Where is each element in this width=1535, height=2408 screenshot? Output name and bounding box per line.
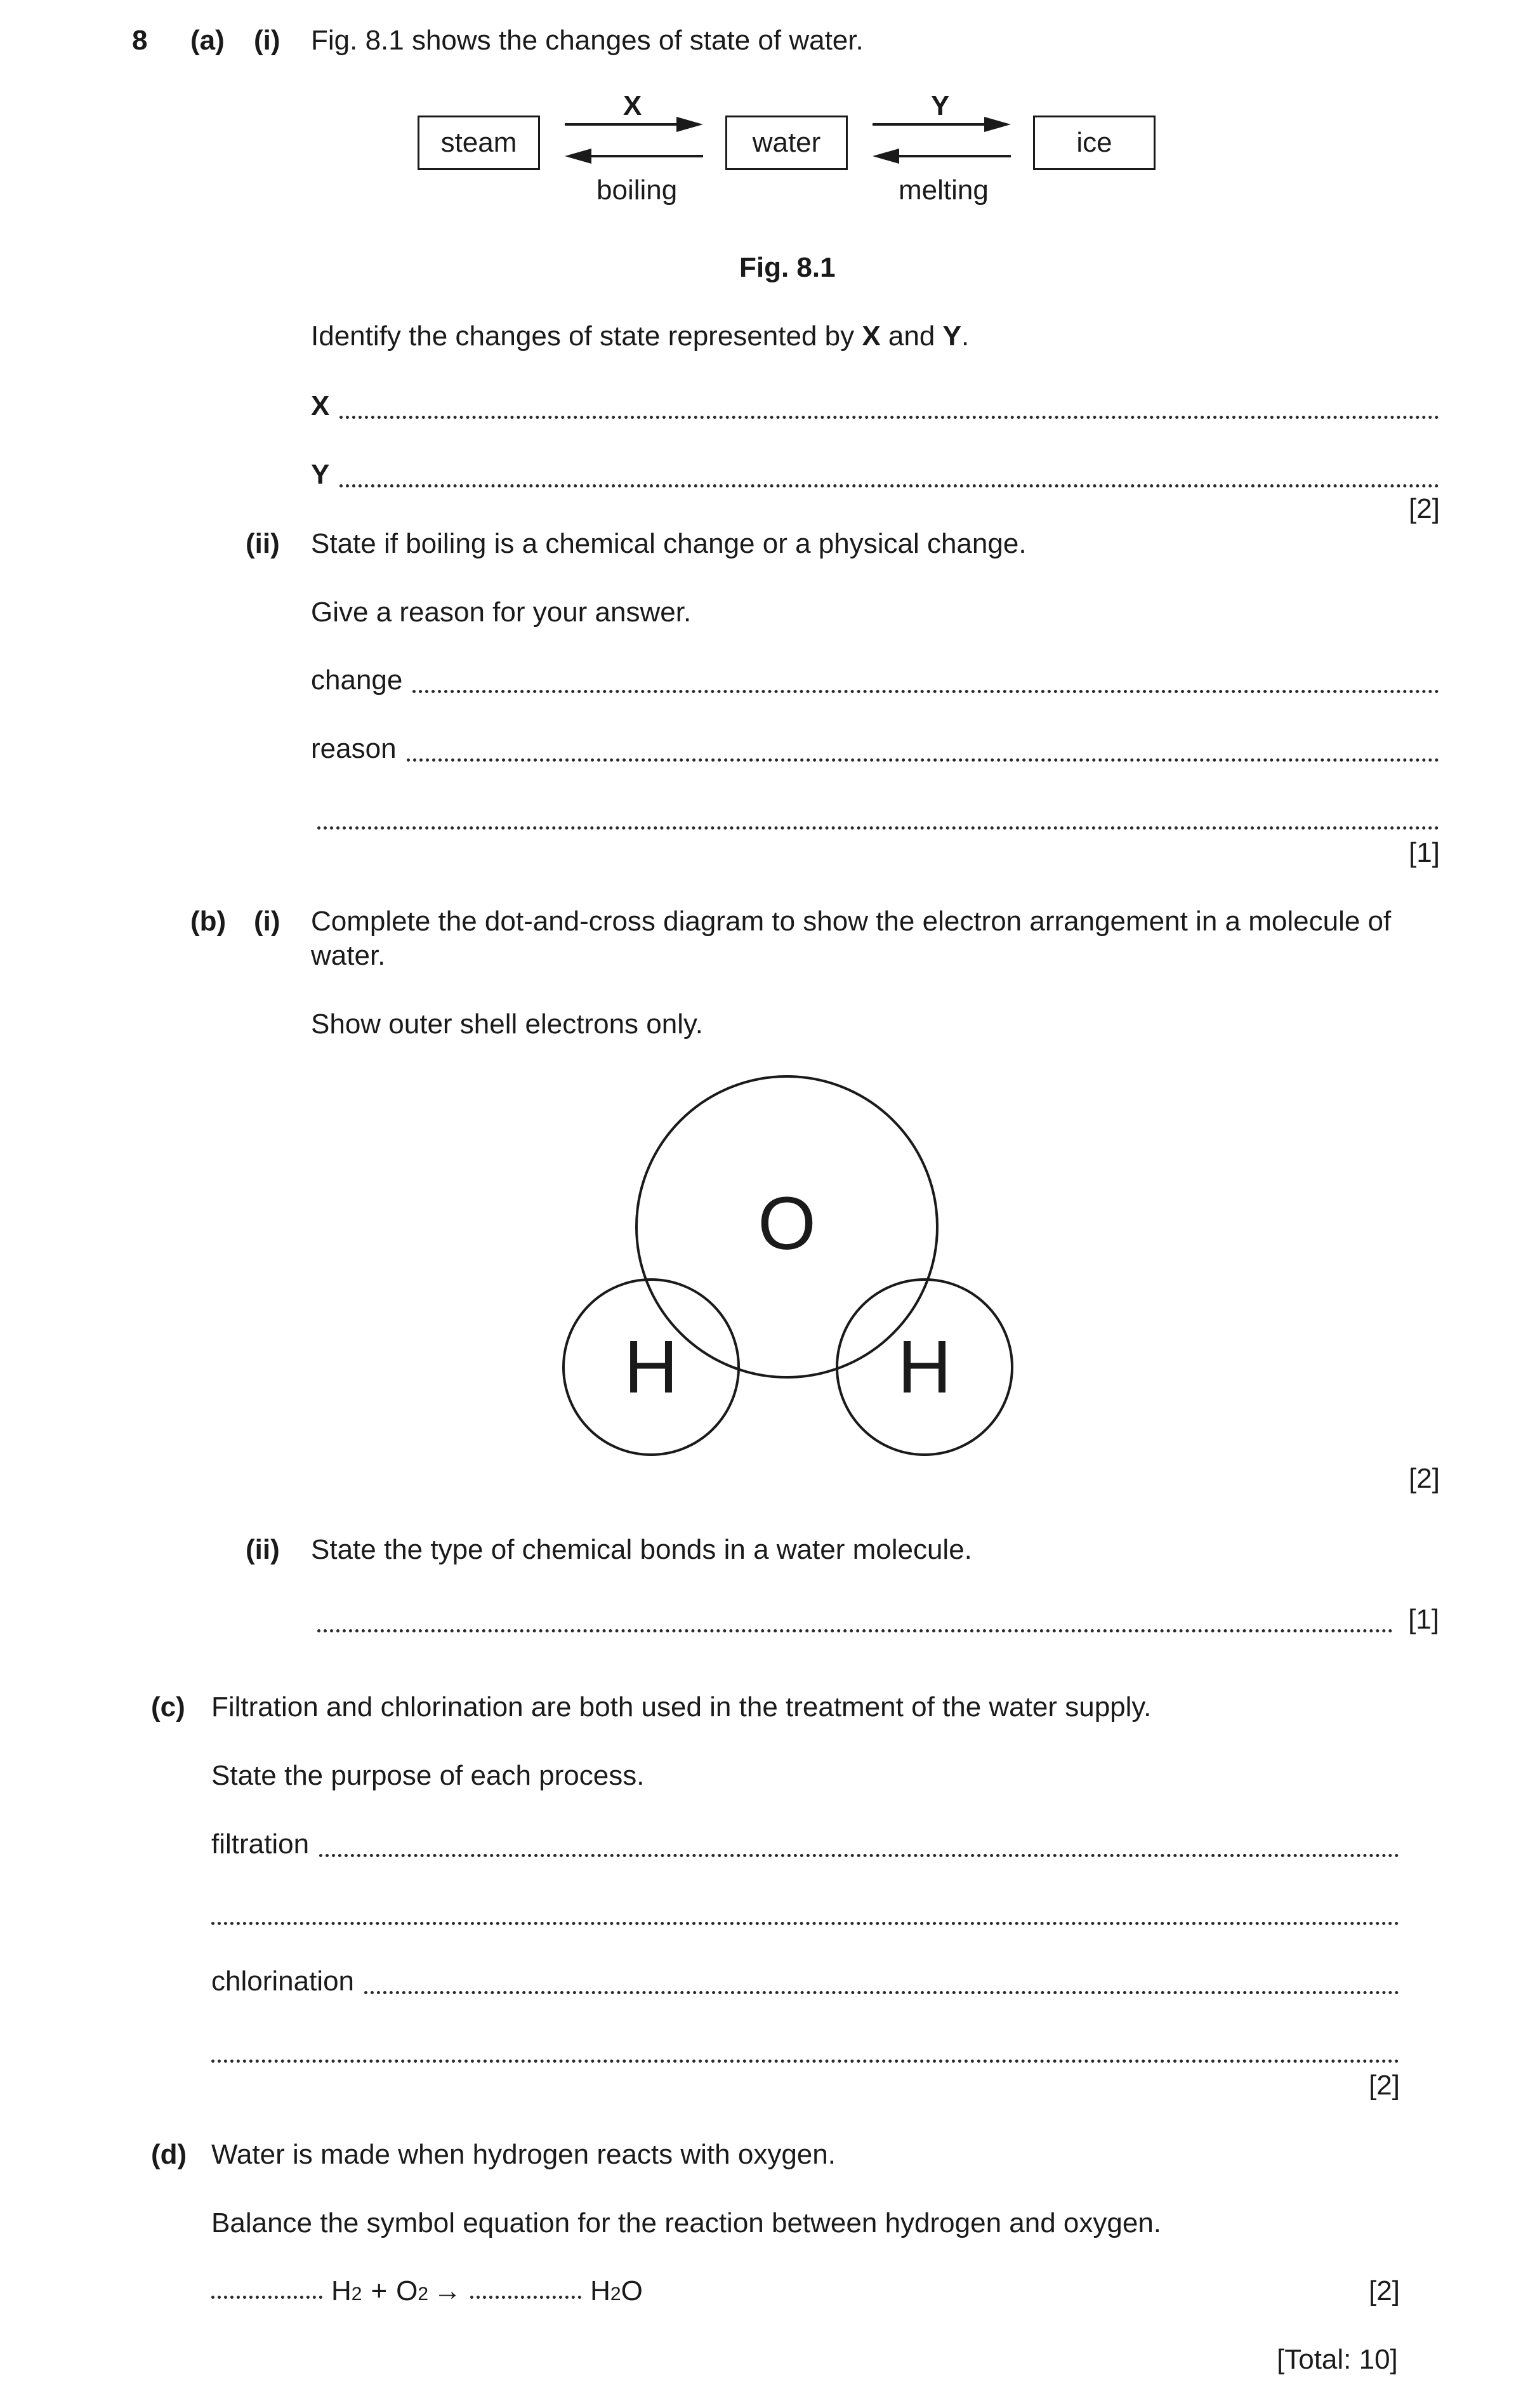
arrow-melting-back: [873, 149, 1011, 164]
part-c-label: (c): [151, 1691, 185, 1723]
marks-a-i: [2]: [1409, 493, 1440, 524]
filtration-label: filtration: [211, 1829, 310, 1860]
state-change-arrows: [0, 0, 1535, 216]
answer-line-bond-type[interactable]: [317, 1606, 1439, 1634]
answer-line-change[interactable]: [311, 666, 1439, 694]
water-molecule-diagram: [546, 1066, 1028, 1472]
subpart-a-i-label: (i): [254, 25, 280, 56]
answer-line-chlorination[interactable]: [211, 1968, 1399, 1995]
state-box-steam: steam: [418, 116, 540, 170]
bond-type-prompt: State the type of chemical bonds in a water molecule.: [311, 1534, 972, 1565]
answer-line-filtration-2[interactable]: [211, 1898, 1399, 1926]
symbol-equation: H 2 + O 2 → H 2 O: [211, 2275, 643, 2307]
answer-x-label: X: [311, 390, 330, 421]
dot-cross-prompt-line2: water.: [311, 940, 386, 971]
identify-prompt: Identify the changes of state represented by X and Y.: [311, 321, 970, 352]
marks-a-ii: [1]: [1409, 837, 1440, 868]
figure-caption: Fig. 8.1: [739, 252, 836, 283]
arrow-label-boiling: boiling: [596, 175, 678, 206]
part-b-label: (b): [190, 906, 227, 937]
subpart-b-ii-label: (ii): [246, 1534, 280, 1565]
coefficient-blank-water[interactable]: [470, 2296, 581, 2299]
subpart-a-ii-label: (ii): [246, 528, 280, 559]
water-treatment-prompt: Filtration and chlorination are both used in the treatment of the water supply.: [211, 1691, 1152, 1723]
reason-label: reason: [311, 733, 397, 764]
marks-c: [2]: [1369, 2070, 1400, 2101]
part-d-label: (d): [151, 2139, 187, 2170]
dot-cross-prompt-line1: Complete the dot-and-cross diagram to show the electron arrangement in a molecule of: [311, 906, 1392, 937]
answer-line-filtration[interactable]: [211, 1830, 1399, 1858]
atom-symbol-h-left: H: [624, 1325, 678, 1409]
answer-line-reason-2[interactable]: [317, 803, 1439, 831]
total-marks: [Total: 10]: [1277, 2344, 1398, 2375]
figure-intro: Fig. 8.1 shows the changes of state of water.: [311, 25, 864, 56]
reason-prompt: Give a reason for your answer.: [311, 597, 692, 628]
marks-b-ii: [1]: [1408, 1604, 1439, 1635]
chlorination-label: chlorination: [211, 1966, 355, 1997]
arrow-boiling-back: [565, 149, 703, 164]
subpart-b-i-label: (i): [254, 906, 280, 937]
atom-symbol-o: O: [758, 1182, 816, 1266]
coefficient-blank-hydrogen[interactable]: [211, 2296, 322, 2299]
question-number: 8: [132, 25, 148, 56]
reaction-prompt: Water is made when hydrogen reacts with oxygen.: [211, 2139, 836, 2170]
state-box-ice: ice: [1033, 116, 1156, 170]
boiling-change-prompt: State if boiling is a chemical change or a physical change.: [311, 528, 1027, 559]
state-box-water: water: [725, 116, 848, 170]
arrow-label-y: Y: [931, 90, 950, 121]
part-a-label: (a): [190, 25, 225, 56]
answer-y-label: Y: [311, 459, 330, 490]
outer-shell-prompt: Show outer shell electrons only.: [311, 1009, 703, 1040]
atom-symbol-h-right: H: [897, 1325, 952, 1409]
answer-line-reason[interactable]: [311, 735, 1439, 763]
process-purpose-prompt: State the purpose of each process.: [211, 1760, 645, 1791]
marks-d: [2]: [1369, 2275, 1400, 2306]
arrow-label-x: X: [623, 90, 642, 121]
balance-prompt: Balance the symbol equation for the reaction between hydrogen and oxygen.: [211, 2207, 1162, 2239]
answer-line-y[interactable]: [311, 461, 1439, 489]
answer-line-chlorination-2[interactable]: [211, 2036, 1399, 2064]
answer-line-x[interactable]: [311, 392, 1439, 420]
marks-b-i: [2]: [1409, 1463, 1440, 1494]
arrow-label-melting: melting: [899, 175, 989, 206]
change-label: change: [311, 665, 403, 696]
